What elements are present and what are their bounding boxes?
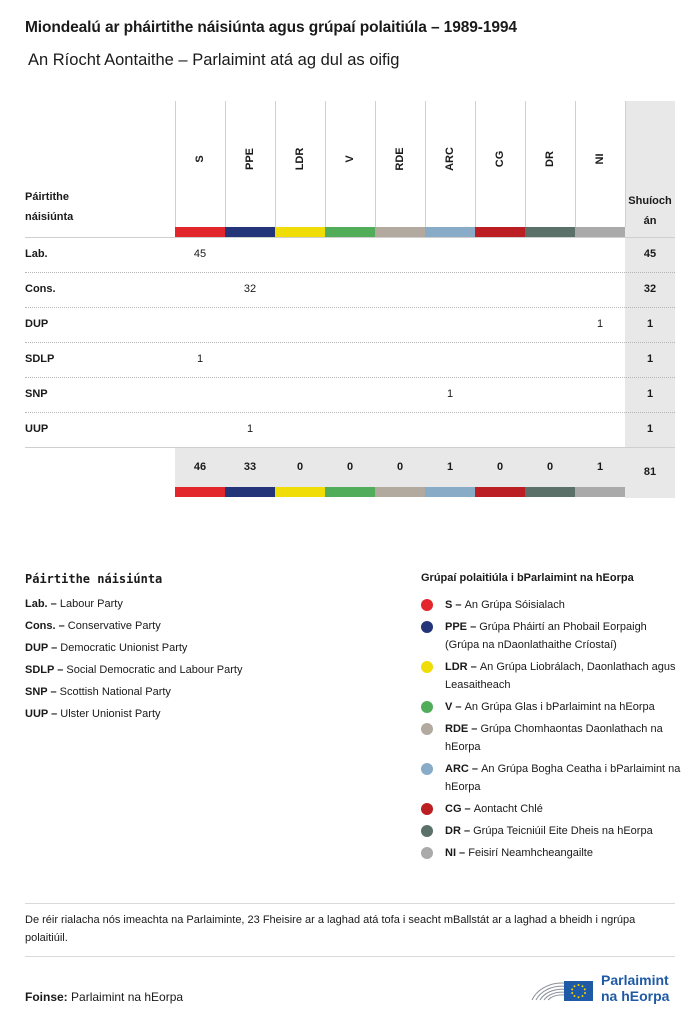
group-legend-text [445,720,681,756]
party-row-label: Cons. [25,283,56,295]
group-abbr: DR – [445,825,474,837]
group-legend-text [445,618,681,654]
group-abbr: RDE – [445,723,481,735]
party-abbr: Lab. – [25,598,60,610]
group-color-strip-bottom [575,487,625,497]
group-color-dot [421,661,433,673]
group-color-strip [525,227,575,237]
page-title: Miondealú ar pháirtithe náisiúnta agus grúpaí polaitiúla – 1989-1994 [25,19,517,36]
party-abbr: SNP – [25,686,60,698]
group-legend-text [445,698,681,716]
group-name: An Grúpa Glas i bParlaimint na hEorpa [464,701,655,713]
group-code: DR [544,151,556,167]
group-abbr: CG – [445,803,474,815]
group-abbr: PPE – [445,621,480,633]
party-abbr: DUP – [25,642,61,654]
group-abbr: ARC – [445,763,482,775]
group-header-rde [375,101,425,227]
column-total-cell: 0 [296,461,304,473]
group-color-strip [375,227,425,237]
group-code: RDE [394,147,406,171]
source-value: Parlaimint na hEorpa [71,990,184,1004]
seat-count-cell: 45 [193,248,207,260]
logo-wordmark [601,972,669,1004]
group-legend-text [445,596,681,614]
group-color-strip [475,227,525,237]
footnote: De réir rialacha nós imeachta na Parlaiminte, 23 Fheisire ar a laghad atá tofa i seacht mBallstát ar a laghad a bheidh i ngrúpa polaitiúil. [25,914,636,944]
group-name: Feisirí Neamhcheangailte [468,847,593,859]
party-legend-item [25,664,242,676]
source-label: Foinse: [25,990,68,1004]
party-legend-item [25,620,161,632]
group-color-strip-bottom [225,487,275,497]
party-header-line1: Páirtithe [25,191,70,203]
group-legend-text [445,658,681,694]
column-total-cell: 1 [596,461,604,473]
total-header-line2: án [643,215,657,227]
row-total-cell: 45 [643,248,657,260]
seat-count-cell: 1 [196,353,204,365]
group-color-strip [425,227,475,237]
group-header-dr [525,101,575,227]
group-abbr: V – [445,701,465,713]
logo-line2: na hEorpa [601,988,670,1004]
group-code: V [344,155,356,163]
row-divider [25,342,675,343]
row-total-cell: 1 [646,353,654,365]
group-color-strip [275,227,325,237]
party-name: Scottish National Party [59,686,171,698]
group-header-ni [575,101,625,227]
column-separator [625,101,626,227]
group-abbr: LDR – [445,661,480,673]
group-color-strip [325,227,375,237]
seat-count-cell: 1 [446,388,454,400]
group-color-dot [421,621,433,633]
group-legend-text [445,844,681,862]
grand-total-cell: 81 [643,466,657,478]
page-subtitle: An Ríocht Aontaithe – Parlaimint atá ag dul as oifig [28,51,400,69]
party-legend-item [25,708,161,720]
group-color-strip-bottom [375,487,425,497]
party-legend-item [25,598,123,610]
seat-count-cell: 32 [243,283,257,295]
party-header-line2: náisiúnta [25,211,74,223]
logo-line1: Parlaimint [601,972,669,988]
party-column-header [25,187,73,227]
seat-count-cell: 1 [246,423,254,435]
row-total-cell: 1 [646,388,654,400]
group-name: Aontacht Chlé [473,803,543,815]
group-header-arc [425,101,475,227]
group-color-strip-bottom [325,487,375,497]
group-abbr: NI – [445,847,469,859]
party-row-label: UUP [25,423,49,435]
group-color-strip-bottom [275,487,325,497]
group-name: An Grúpa Bogha Ceatha i bParlaimint na hEorpa [445,763,681,793]
group-color-dot [421,701,433,713]
party-legend-item [25,642,187,654]
source-line [25,990,183,1004]
group-legend-text [445,760,681,796]
group-legend-text [445,800,681,818]
row-total-cell: 32 [643,283,657,295]
row-divider [25,272,675,273]
group-header-ppe [225,101,275,227]
group-name: An Grúpa Sóisialach [464,599,565,611]
group-abbr: S – [445,599,465,611]
group-header-v [325,101,375,227]
group-color-strip-bottom [175,487,225,497]
column-total-cell: 0 [346,461,354,473]
group-color-strip [175,227,225,237]
seat-breakdown-table [25,101,675,498]
party-abbr: Cons. – [25,620,68,632]
group-name: An Grúpa Liobrálach, Daonlathach agus Leasaitheach [445,661,676,691]
row-divider [25,412,675,413]
party-row-label: Lab. [25,248,48,260]
group-code: CG [494,150,506,168]
group-legend-title: Grúpaí polaitiúla i bParlaimint na hEorpa [421,572,634,584]
column-total-cell: 0 [496,461,504,473]
group-name: Grúpa Chomhaontas Daonlathach na hEorpa [445,723,663,753]
party-name: Conservative Party [67,620,161,632]
group-color-dot [421,723,433,735]
group-header-cg [475,101,525,227]
group-code: S [194,155,206,163]
group-color-strip-bottom [425,487,475,497]
group-code: PPE [244,147,256,171]
party-row-label: SDLP [25,353,55,365]
group-code: LDR [294,147,306,171]
party-name: Ulster Unionist Party [60,708,161,720]
party-legend-title: Páirtithe náisiúnta [25,572,163,586]
column-total-cell: 0 [546,461,554,473]
group-code: ARC [444,147,456,171]
total-column-header [625,191,675,231]
group-code: NI [594,153,606,165]
row-total-cell: 1 [646,423,654,435]
party-name: Democratic Unionist Party [60,642,188,654]
party-row-label: SNP [25,388,48,400]
party-legend-item [25,686,171,698]
group-color-dot [421,847,433,859]
party-row-label: DUP [25,318,49,330]
column-total-cell: 33 [243,461,257,473]
divider [25,903,675,904]
group-color-dot [421,763,433,775]
party-name: Social Democratic and Labour Party [66,664,243,676]
group-color-strip-bottom [525,487,575,497]
party-abbr: SDLP – [25,664,67,676]
group-header-s [175,101,225,227]
row-total-cell: 1 [646,318,654,330]
group-header-ldr [275,101,325,227]
party-abbr: UUP – [25,708,61,720]
divider [25,956,675,957]
group-color-dot [421,825,433,837]
group-color-strip [575,227,625,237]
total-header-line1: Shuíoch [628,195,672,207]
group-color-strip-bottom [475,487,525,497]
group-legend-text [445,822,681,840]
column-total-cell: 46 [193,461,207,473]
group-color-dot [421,599,433,611]
column-total-cell: 0 [396,461,404,473]
column-total-cell: 1 [446,461,454,473]
group-color-dot [421,803,433,815]
group-name: Grúpa Pháirtí an Phobail Eorpaigh (Grúpa na nDaonlathaithe Críostaí) [445,621,647,651]
party-name: Labour Party [59,598,123,610]
group-color-strip [225,227,275,237]
seat-count-cell: 1 [596,318,604,330]
header-rule [25,237,675,238]
group-name: Grúpa Teicniúil Eite Dheis na hEorpa [473,825,653,837]
row-divider [25,377,675,378]
